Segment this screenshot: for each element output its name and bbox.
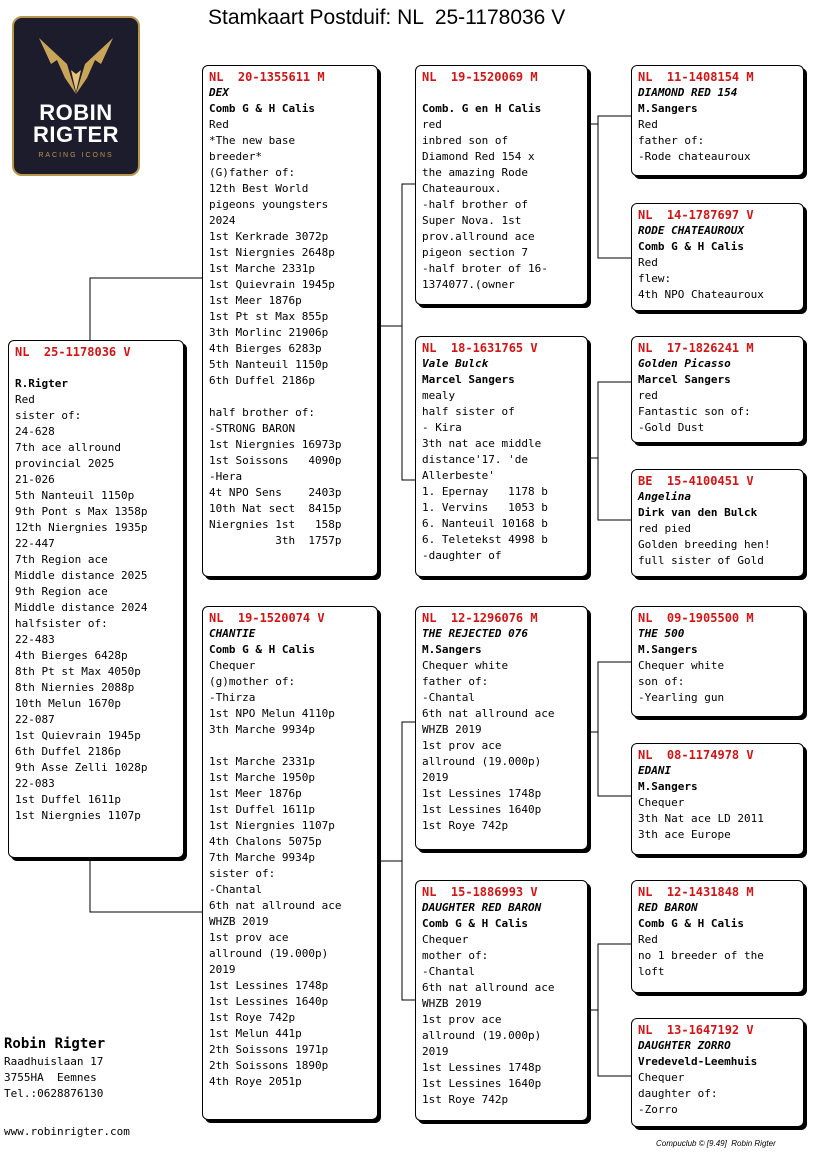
pedigree-line: 4th Bierges 6428p xyxy=(15,649,128,662)
pigeon-card-mmf xyxy=(631,880,804,993)
pedigree-line: *The new base xyxy=(209,134,296,147)
pedigree-line: Niergnies 1st 158p xyxy=(209,518,342,531)
pedigree-line: 3th nat ace middle xyxy=(422,437,542,450)
pedigree-line: 1st Marche 1950p xyxy=(209,771,315,784)
ring-number: NL 15-1886993 V xyxy=(422,885,538,899)
pedigree-line: 2019 xyxy=(422,1045,449,1058)
pedigree-line: 7th ace allround xyxy=(15,441,121,454)
pigeon-card-mff xyxy=(631,606,804,717)
pigeon-card-mothers-father xyxy=(415,606,588,850)
breeder-name: R.Rigter xyxy=(15,377,68,390)
pedigree-line: 2019 xyxy=(422,771,449,784)
pigeon-name: Angelina xyxy=(638,490,691,503)
pedigree-line: 5th Nanteuil 1150p xyxy=(15,489,135,502)
pedigree-line: Fantastic son of: xyxy=(638,405,751,418)
pedigree-line: 8th Pt st Max 4050p xyxy=(15,665,141,678)
pedigree-line: 3th 1757p xyxy=(209,534,342,547)
pigeon-card-fff xyxy=(631,65,804,176)
pedigree-line: Chequer xyxy=(209,659,256,672)
pedigree-line: (g)mother of: xyxy=(209,675,296,688)
pedigree-line: 1374077.(owner xyxy=(422,278,515,291)
pigeon-name: THE 500 xyxy=(638,627,685,640)
pedigree-line: Diamond Red 154 x xyxy=(422,150,535,163)
pedigree-line: -half brother of xyxy=(422,198,528,211)
ring-number: NL 20-1355611 M xyxy=(209,70,325,84)
pedigree-line: inbred son of xyxy=(422,134,509,147)
pedigree-line: 2th Soissons 1890p xyxy=(209,1059,329,1072)
pedigree-line: 4t NPO Sens 2403p xyxy=(209,486,342,499)
footer-credit: Compuclub © [9.49] Robin Rigter xyxy=(656,1139,776,1148)
pedigree-line: -Hera xyxy=(209,470,243,483)
logo-text-rigter: RIGTER xyxy=(32,122,120,147)
pedigree-line: 9th Asse Zelli 1028p xyxy=(15,761,148,774)
pedigree-line: - Kira xyxy=(422,421,462,434)
pedigree-line: red xyxy=(422,118,442,131)
pedigree-line: Chateauroux. xyxy=(422,182,502,195)
pedigree-line: 9th Pont s Max 1358p xyxy=(15,505,148,518)
pedigree-line: 1. Epernay 1178 b xyxy=(422,485,548,498)
ring-number: NL 12-1431848 M xyxy=(638,885,754,899)
pedigree-line: 1st Soissons 4090p xyxy=(209,454,342,467)
pedigree-line: Red xyxy=(15,393,35,406)
pedigree-line: father of: xyxy=(422,675,489,688)
pedigree-line: 7th Region ace xyxy=(15,553,108,566)
pedigree-line xyxy=(422,85,583,101)
pedigree-line: halfsister of: xyxy=(15,617,108,630)
pedigree-line: mealy xyxy=(422,389,456,402)
pigeon-name: DEX xyxy=(209,86,229,99)
pedigree-line: 1st Roye 742p xyxy=(422,819,509,832)
pigeon-name: CHANTIE xyxy=(209,627,256,640)
pedigree-line: prov.allround ace xyxy=(422,230,535,243)
pedigree-line: half sister of xyxy=(422,405,515,418)
pedigree-line: 1st Niergnies 1107p xyxy=(209,819,335,832)
pedigree-line: 6th Duffel 2186p xyxy=(209,374,315,387)
pedigree-line: 6th nat allround ace xyxy=(422,707,555,720)
ring-number: NL 18-1631765 V xyxy=(422,341,538,355)
pedigree-line: -Gold Dust xyxy=(638,421,705,434)
breeder-name: M.Sangers xyxy=(422,643,482,656)
pigeon-card-fmm xyxy=(631,469,804,577)
pedigree-line: 22-447 xyxy=(15,537,55,550)
pedigree-line: 3th Morlinc 21906p xyxy=(209,326,329,339)
pigeon-card-fathers-father xyxy=(415,65,588,305)
pedigree-line: Red xyxy=(638,118,658,131)
pedigree-line: -Rode chateauroux xyxy=(638,150,751,163)
pedigree-line: 1st prov ace xyxy=(422,739,502,752)
pedigree-line: 3th Marche 9934p xyxy=(209,723,315,736)
pedigree-line: 1st NPO Melun 4110p xyxy=(209,707,335,720)
pedigree-line: mother of: xyxy=(422,949,489,962)
pigeon-card-father xyxy=(202,65,378,577)
breeder-name: M.Sangers xyxy=(638,102,698,115)
pedigree-line: 7th Marche 9934p xyxy=(209,851,315,864)
pedigree-line: loft xyxy=(638,965,665,978)
pedigree-line: 6th nat allround ace xyxy=(209,899,342,912)
pedigree-line: provincial 2025 xyxy=(15,457,115,470)
pedigree-line: 1st Kerkrade 3072p xyxy=(209,230,329,243)
pedigree-line: 4th Bierges 6283p xyxy=(209,342,322,355)
pedigree-line: 4th Roye 2051p xyxy=(209,1075,302,1088)
pedigree-line: 12th Best World xyxy=(209,182,309,195)
breeder-name: Marcel Sangers xyxy=(422,373,515,386)
pedigree-line: Golden breeding hen! xyxy=(638,538,771,551)
pigeon-name: RODE CHATEAUROUX xyxy=(638,224,744,237)
ring-number: NL 12-1296076 M xyxy=(422,611,538,625)
pedigree-line: 1st Niergnies 2648p xyxy=(209,246,335,259)
pedigree-line: -half broter of 16- xyxy=(422,262,548,275)
pedigree-line: Middle distance 2025 xyxy=(15,569,148,582)
ring-number: BE 15-4100451 V xyxy=(638,474,754,488)
pedigree-line: 1st Marche 2331p xyxy=(209,755,315,768)
pedigree-line: red xyxy=(638,389,658,402)
pedigree-line: 1st Lessines 1748p xyxy=(422,1061,542,1074)
pedigree-line: 1st Meer 1876p xyxy=(209,294,302,307)
pedigree-line: 1st Lessines 1640p xyxy=(209,995,329,1008)
pedigree-line: 3th ace Europe xyxy=(638,828,731,841)
breeder-name: Dirk van den Bulck xyxy=(638,506,758,519)
breeder-name: Comb. G en H Calis xyxy=(422,102,542,115)
pigeon-name: DIAMOND RED 154 xyxy=(638,86,738,99)
pigeon-name: DAUGHTER RED BARON xyxy=(422,901,542,914)
breeder-name: M.Sangers xyxy=(638,643,698,656)
pigeon-card-fmf xyxy=(631,336,804,443)
ring-number: NL 14-1787697 V xyxy=(638,208,754,222)
pigeon-card-mothers-mother xyxy=(415,880,588,1121)
pedigree-line: Chequer xyxy=(638,796,685,809)
pedigree-line: 1st Melun 441p xyxy=(209,1027,302,1040)
pedigree-line: 1st Quievrain 1945p xyxy=(15,729,141,742)
pedigree-line: 10th Melun 1670p xyxy=(15,697,121,710)
pedigree-line: 5th Nanteuil 1150p xyxy=(209,358,329,371)
pedigree-line: 10th Nat sect 8415p xyxy=(209,502,342,515)
pedigree-line: 1st prov ace xyxy=(209,931,289,944)
pedigree-line: red pied xyxy=(638,522,691,535)
pedigree-line: -STRONG BARON xyxy=(209,422,296,435)
pedigree-line: 1st Lessines 1748p xyxy=(422,787,542,800)
ring-number: NL 19-1520074 V xyxy=(209,611,325,625)
pedigree-line: 22-083 xyxy=(15,777,55,790)
pigeon-name: RED BARON xyxy=(638,901,698,914)
pedigree-line: 6th Duffel 2186p xyxy=(15,745,121,758)
pedigree-line: 4th NPO Chateauroux xyxy=(638,288,764,301)
pedigree-line: allround (19.000p) xyxy=(422,755,542,768)
ring-number: NL 25-1178036 V xyxy=(15,345,131,359)
pigeon-name: Golden Picasso xyxy=(638,357,731,370)
pedigree-line: -Chantal xyxy=(422,965,475,978)
pedigree-line: Allerbeste' xyxy=(422,469,495,482)
pedigree-line: -Thirza xyxy=(209,691,256,704)
pedigree-line: father of: xyxy=(638,134,705,147)
pedigree-line: 12th Niergnies 1935p xyxy=(15,521,148,534)
breeder-name: Comb G & H Calis xyxy=(638,917,744,930)
pedigree-line: son of: xyxy=(638,675,685,688)
pedigree-line: Super Nova. 1st xyxy=(422,214,522,227)
pedigree-line: 6th nat allround ace xyxy=(422,981,555,994)
breeder-name: Comb G & H Calis xyxy=(422,917,528,930)
pedigree-line: allround (19.000p) xyxy=(422,1029,542,1042)
pedigree-line: allround (19.000p) xyxy=(209,947,329,960)
pedigree-line: distance'17. 'de xyxy=(422,453,528,466)
pedigree-line: 22-087 xyxy=(15,713,55,726)
pedigree-line: 4th Chalons 5075p xyxy=(209,835,322,848)
pedigree-line: the amazing Rode xyxy=(422,166,528,179)
pedigree-line: 6. Teletekst 4998 b xyxy=(422,533,548,546)
pedigree-line: -Chantal xyxy=(422,691,475,704)
pedigree-line: Chequer xyxy=(422,933,469,946)
pedigree-line: 24-628 xyxy=(15,425,55,438)
pedigree-line: (G)father of: xyxy=(209,166,296,179)
pedigree-line: 1st Meer 1876p xyxy=(209,787,302,800)
pedigree-line: Chequer xyxy=(638,1071,685,1084)
pedigree-line: WHZB 2019 xyxy=(422,723,482,736)
pedigree-line: -Yearling gun xyxy=(638,691,725,704)
page-title: Stamkaart Postduif: NL 25-1178036 V xyxy=(208,6,566,29)
breeder-name: Comb G & H Calis xyxy=(209,643,315,656)
owner-block xyxy=(4,1034,105,1102)
pedigree-line xyxy=(209,389,373,405)
pedigree-line: pigeons youngsters xyxy=(209,198,329,211)
pedigree-line: -Zorro xyxy=(638,1103,678,1116)
pedigree-line: Red xyxy=(638,933,658,946)
pedigree-line: -Chantal xyxy=(209,883,262,896)
ring-number: NL 17-1826241 M xyxy=(638,341,754,355)
owner-phone: Tel.:0628876130 xyxy=(4,1087,104,1100)
pedigree-line: sister of: xyxy=(209,867,276,880)
breeder-name: Vredeveld-Leemhuis xyxy=(638,1055,758,1068)
pedigree-line: pigeon section 7 xyxy=(422,246,528,259)
pedigree-line: 1st Lessines 1640p xyxy=(422,1077,542,1090)
pedigree-line: daughter of: xyxy=(638,1087,718,1100)
pedigree-line: Red xyxy=(638,256,658,269)
pigeon-card-mmm xyxy=(631,1018,804,1127)
pedigree-line xyxy=(209,738,373,754)
pedigree-line: 1. Vervins 1053 b xyxy=(422,501,548,514)
pedigree-line: 8th Niernies 2088p xyxy=(15,681,135,694)
pedigree-line: 1st Niergnies 16973p xyxy=(209,438,342,451)
pigeon-card-fathers-mother xyxy=(415,336,588,577)
pedigree-line: 21-026 xyxy=(15,473,55,486)
pigeon-name: EDANI xyxy=(638,764,672,777)
pedigree-line: breeder* xyxy=(209,150,262,163)
pedigree-line: 1st Roye 742p xyxy=(422,1093,509,1106)
pedigree-line: no 1 breeder of the xyxy=(638,949,764,962)
ring-number: NL 09-1905500 M xyxy=(638,611,754,625)
pedigree-line: 1st Duffel 1611p xyxy=(15,793,121,806)
pigeon-card-ffm xyxy=(631,203,804,311)
pigeon-name: Vale Bulck xyxy=(422,357,489,370)
pedigree-line: half brother of: xyxy=(209,406,315,419)
logo-text-robin: ROBIN xyxy=(39,100,113,125)
pedigree-line xyxy=(15,360,179,376)
pedigree-line: 1st Lessines 1640p xyxy=(422,803,542,816)
pedigree-line: 2th Soissons 1971p xyxy=(209,1043,329,1056)
pedigree-line: 9th Region ace xyxy=(15,585,108,598)
pedigree-line: 1st Roye 742p xyxy=(209,1011,296,1024)
logo-tagline: RACING ICONS xyxy=(38,152,114,159)
pedigree-line: 1st Pt st Max 855p xyxy=(209,310,329,323)
pedigree-line: 3th Nat ace LD 2011 xyxy=(638,812,764,825)
pigeon-card-mfm xyxy=(631,743,804,855)
pigeon-name: THE REJECTED 076 xyxy=(422,627,528,640)
pedigree-line: full sister of Gold xyxy=(638,554,764,567)
owner-city: 3755HA Eemnes xyxy=(4,1071,97,1084)
pedigree-line: 1st Lessines 1748p xyxy=(209,979,329,992)
breeder-name: Comb G & H Calis xyxy=(638,240,744,253)
pigeon-card-subject xyxy=(8,340,184,858)
pedigree-line: WHZB 2019 xyxy=(209,915,269,928)
pedigree-line: Middle distance 2024 xyxy=(15,601,148,614)
pedigree-line: 2019 xyxy=(209,963,236,976)
pedigree-line: 2024 xyxy=(209,214,236,227)
ring-number: NL 08-1174978 V xyxy=(638,748,754,762)
pedigree-line: flew: xyxy=(638,272,672,285)
pedigree-line: Chequer white xyxy=(422,659,509,672)
pedigree-line: 1st Quievrain 1945p xyxy=(209,278,335,291)
pedigree-line: 1st prov ace xyxy=(422,1013,502,1026)
pedigree-line: Red xyxy=(209,118,229,131)
pedigree-line: 22-483 xyxy=(15,633,55,646)
pedigree-line: 6. Nanteuil 10168 b xyxy=(422,517,548,530)
ring-number: NL 13-1647192 V xyxy=(638,1023,754,1037)
ring-number: NL 19-1520069 M xyxy=(422,70,538,84)
pedigree-line: 1st Marche 2331p xyxy=(209,262,315,275)
breeder-name: Marcel Sangers xyxy=(638,373,731,386)
pedigree-line: Chequer white xyxy=(638,659,725,672)
pedigree-line: sister of: xyxy=(15,409,82,422)
owner-address: Raadhuislaan 17 xyxy=(4,1055,104,1068)
pedigree-line: 1st Niergnies 1107p xyxy=(15,809,141,822)
pigeon-name: DAUGHTER ZORRO xyxy=(638,1039,731,1052)
owner-website: www.robinrigter.com xyxy=(4,1125,130,1138)
owner-name: Robin Rigter xyxy=(4,1036,106,1052)
ring-number: NL 11-1408154 M xyxy=(638,70,754,84)
breeder-name: Comb G & H Calis xyxy=(209,102,315,115)
breeder-name: M.Sangers xyxy=(638,780,698,793)
pigeon-card-mother xyxy=(202,606,378,1120)
pedigree-line: -daughter of xyxy=(422,549,502,562)
pedigree-line: WHZB 2019 xyxy=(422,997,482,1010)
pedigree-line: 1st Duffel 1611p xyxy=(209,803,315,816)
